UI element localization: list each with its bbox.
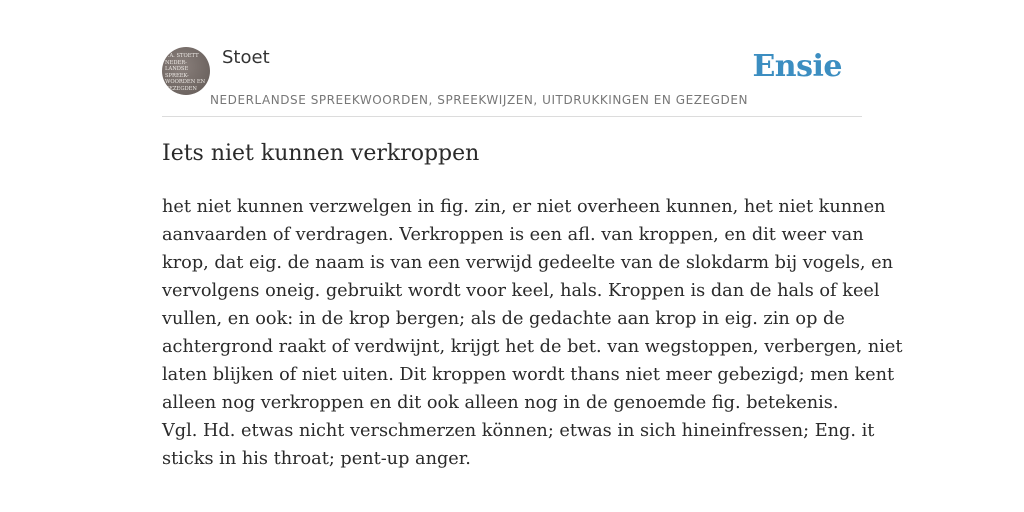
definition-line: krop, dat eig. de naam is van een verwijd gedeelte van de slokdarm bij vogels, en <box>162 253 893 273</box>
avatar-text-line: GEZEGDEN <box>165 85 197 92</box>
author-name[interactable]: Stoet <box>222 47 270 68</box>
avatar-text-line: F.A. STOETT <box>165 53 199 59</box>
author-avatar[interactable] <box>162 47 210 95</box>
ensie-logo[interactable]: Ensie <box>752 49 842 84</box>
definition-line: Vgl. Hd. etwas nicht verschmerzen können; etwas in sich hineinfressen; Eng. it <box>162 421 875 441</box>
definition-line: vervolgens oneig. gebruikt wordt voor keel, hals. Kroppen is dan de hals of keel <box>162 281 880 301</box>
definition-line: laten blijken of niet uiten. Dit kroppen wordt thans niet meer gebezigd; men kent <box>162 365 895 385</box>
avatar-text-line: LANDSE <box>165 66 189 73</box>
definition-line: alleen nog verkroppen en dit ook alleen nog in de genoemde fig. betekenis. <box>162 393 839 413</box>
definition-line: aanvaarden of verdragen. Verkroppen is een afl. van kroppen, en dit weer van <box>162 225 864 245</box>
source-subtitle[interactable]: NEDERLANDSE SPREEKWOORDEN, SPREEKWIJZEN, UITDRUKKINGEN EN GEZEGDEN <box>210 93 748 107</box>
avatar-book-cover-text <box>165 53 210 93</box>
avatar-text-line: NEDER- <box>165 59 187 66</box>
definition-line: sticks in his throat; pent-up anger. <box>162 449 471 469</box>
avatar-text-line: WOORDEN EN <box>165 79 206 86</box>
definition-line: het niet kunnen verzwelgen in fig. zin, er niet overheen kunnen, het niet kunnen <box>162 197 886 217</box>
avatar-text-line: SPREEK- <box>165 72 189 79</box>
site-header <box>162 46 862 117</box>
entry-definition <box>162 193 903 473</box>
definition-line: vullen, en ook: in de krop bergen; als de gedachte aan krop in eig. zin op de <box>162 309 845 329</box>
definition-line: achtergrond raakt of verdwijnt, krijgt het de bet. van wegstoppen, verbergen, niet <box>162 337 903 357</box>
entry-title: Iets niet kunnen verkroppen <box>162 141 480 166</box>
